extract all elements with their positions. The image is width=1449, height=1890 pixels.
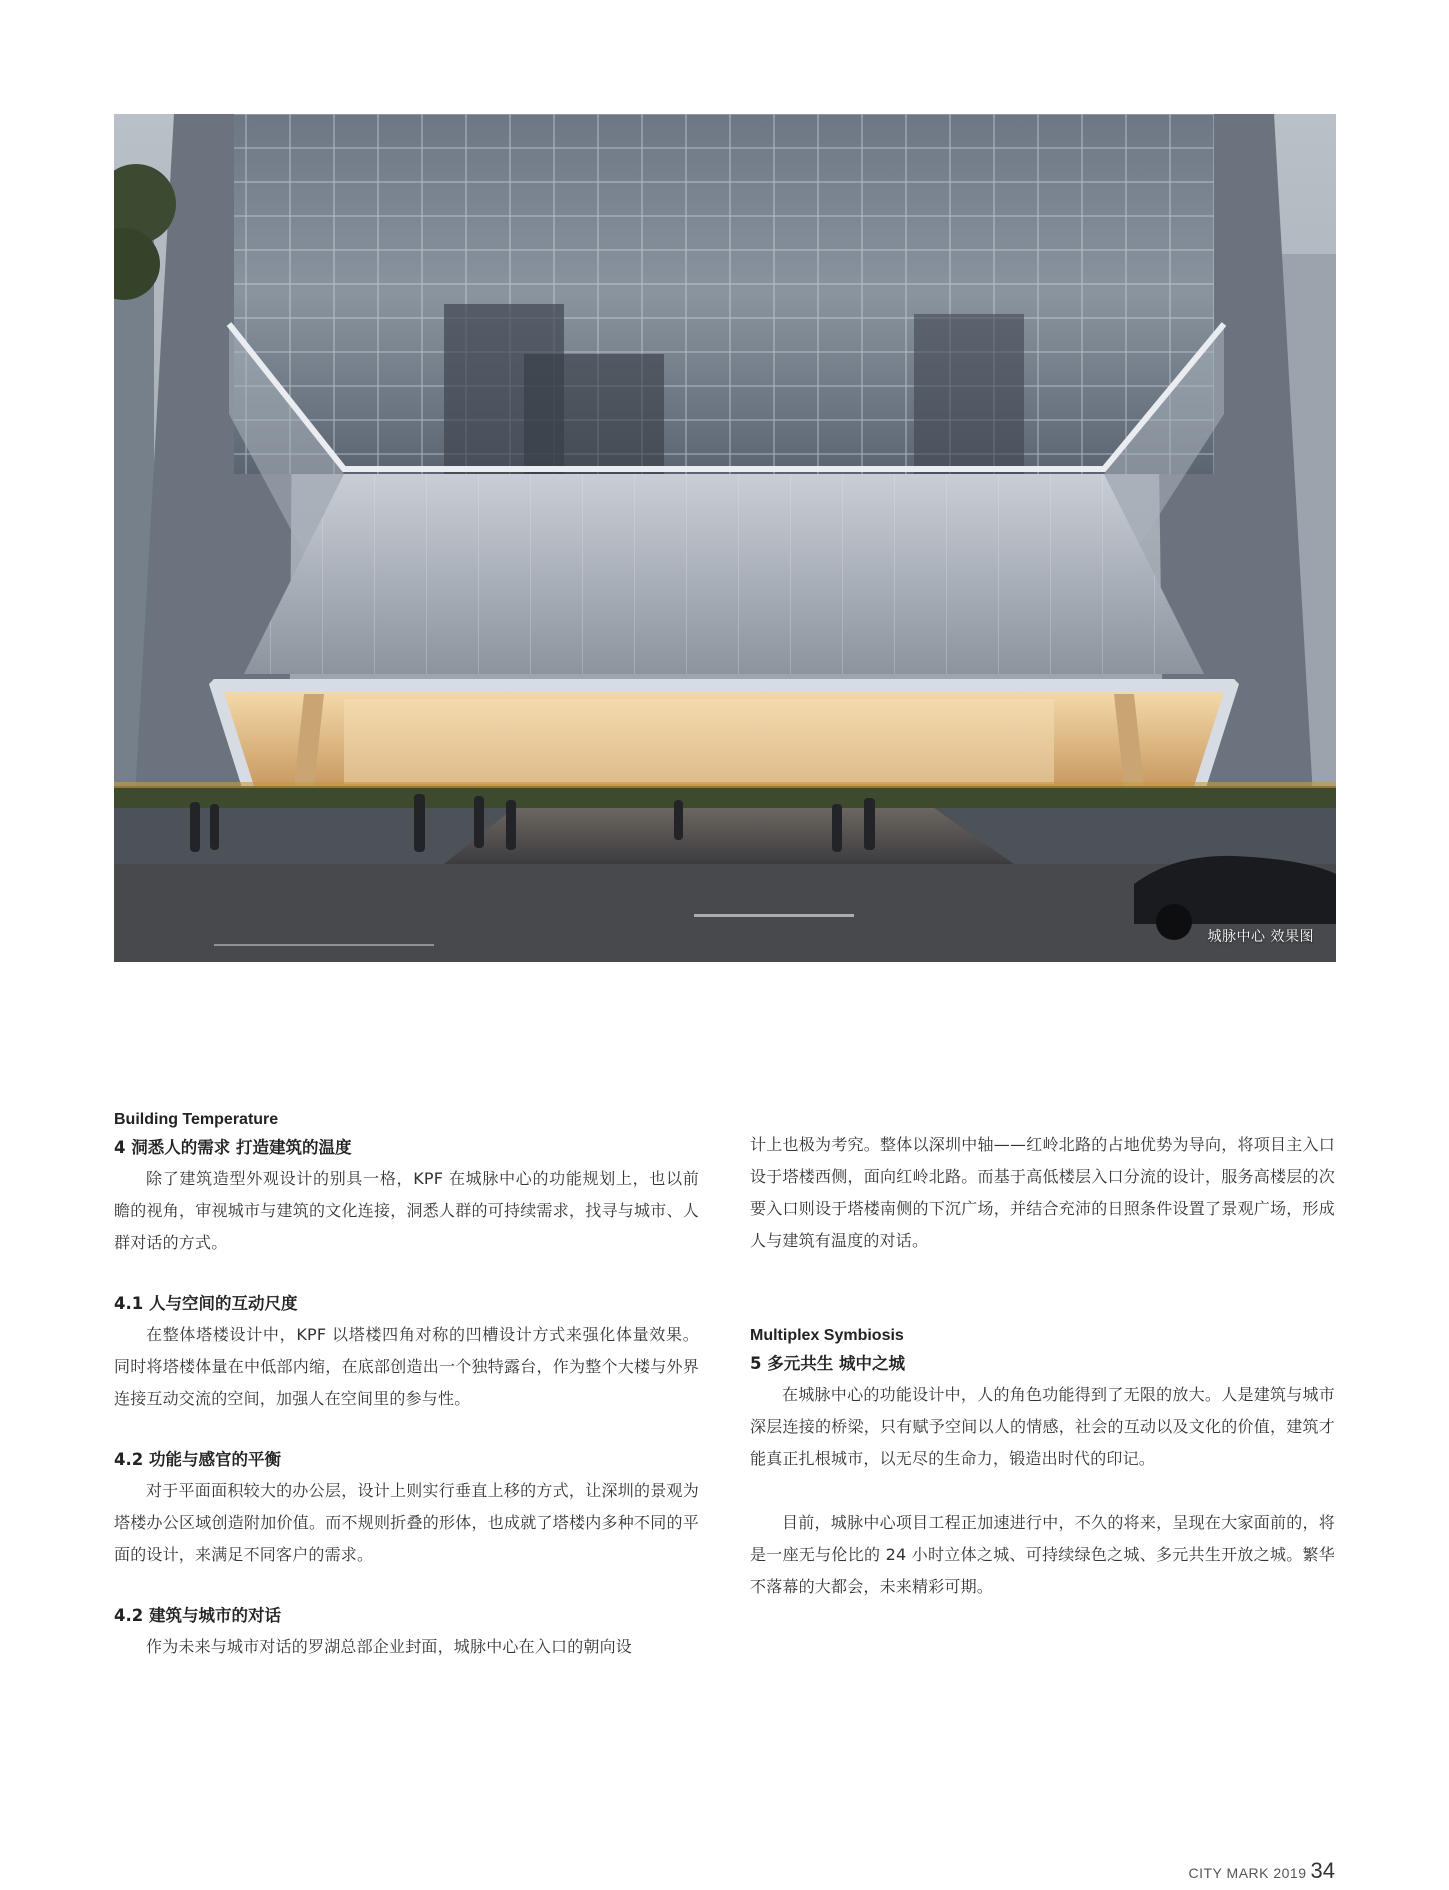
section4-en-title: Building Temperature <box>114 1111 279 1128</box>
right-column <box>750 1129 1335 1603</box>
building-rendering <box>114 114 1336 962</box>
subsection-4-3-title: 4.2 建筑与城市的对话 <box>114 1606 281 1625</box>
section4-cn-title: 4 洞悉人的需求 打造建筑的温度 <box>114 1138 352 1157</box>
subsection-4-2-text: 对于平面面积较大的办公层，设计上则实行垂直上移的方式，让深圳的景观为塔楼办公区域创造附加价值。而不规则折叠的形体，也成就了塔楼内多种不同的平面的设计，来满足不同客户的需求。 <box>114 1481 699 1564</box>
subsection-4-2-title: 4.2 功能与感官的平衡 <box>114 1450 281 1469</box>
subsection-4-3-text-continued: 计上也极为考究。整体以深圳中轴——红岭北路的占地优势为导向，将项目主入口设于塔楼西侧，面向红岭北路。而基于高低楼层入口分流的设计，服务高楼层的次要入口则设于塔楼南侧的下沉广场，并结合充沛的日照条件设置了景观广场，形成人与建筑有温度的对话。 <box>750 1135 1335 1250</box>
page-footer <box>1189 1858 1336 1884</box>
subsection-4-1-title: 4.1 人与空间的互动尺度 <box>114 1294 298 1313</box>
section5-paragraph-2: 目前，城脉中心项目工程正加速进行中，不久的将来，呈现在大家面前的，将是一座无与伦比的 24 小时立体之城、可持续绿色之城、多元共生开放之城。繁华不落幕的大都会，未来精彩可期。 <box>750 1513 1335 1596</box>
section5-paragraph-1: 在城脉中心的功能设计中，人的角色功能得到了无限的放大。人是建筑与城市深层连接的桥梁，只有赋予空间以人的情感，社会的互动以及文化的价值，建筑才能真正扎根城市，以无尽的生命力，锻造出时代的印记。 <box>750 1385 1335 1468</box>
section5-en-title: Multiplex Symbiosis <box>750 1327 904 1344</box>
subsection-4-1-text: 在整体塔楼设计中，KPF 以塔楼四角对称的凹槽设计方式来强化体量效果。同时将塔楼体量在中低部内缩，在底部创造出一个独特露台，作为整个大楼与外界连接互动交流的空间，加强人在空间里的参与性。 <box>114 1325 699 1408</box>
image-caption: 城脉中心 效果图 <box>1207 929 1314 945</box>
section4-intro: 除了建筑造型外观设计的别具一格，KPF 在城脉中心的功能规划上，也以前瞻的视角，审视城市与建筑的文化连接，洞悉人群的可持续需求，找寻与城市、人群对话的方式。 <box>114 1169 699 1252</box>
page-number: 34 <box>1310 1858 1335 1883</box>
section5-cn-title: 5 多元共生 城中之城 <box>750 1354 905 1373</box>
left-column <box>114 1107 699 1663</box>
magazine-name: CITY MARK 2019 <box>1188 1865 1307 1881</box>
hero-image <box>114 114 1336 962</box>
subsection-4-3-text-start: 作为未来与城市对话的罗湖总部企业封面，城脉中心在入口的朝向设 <box>146 1637 633 1656</box>
